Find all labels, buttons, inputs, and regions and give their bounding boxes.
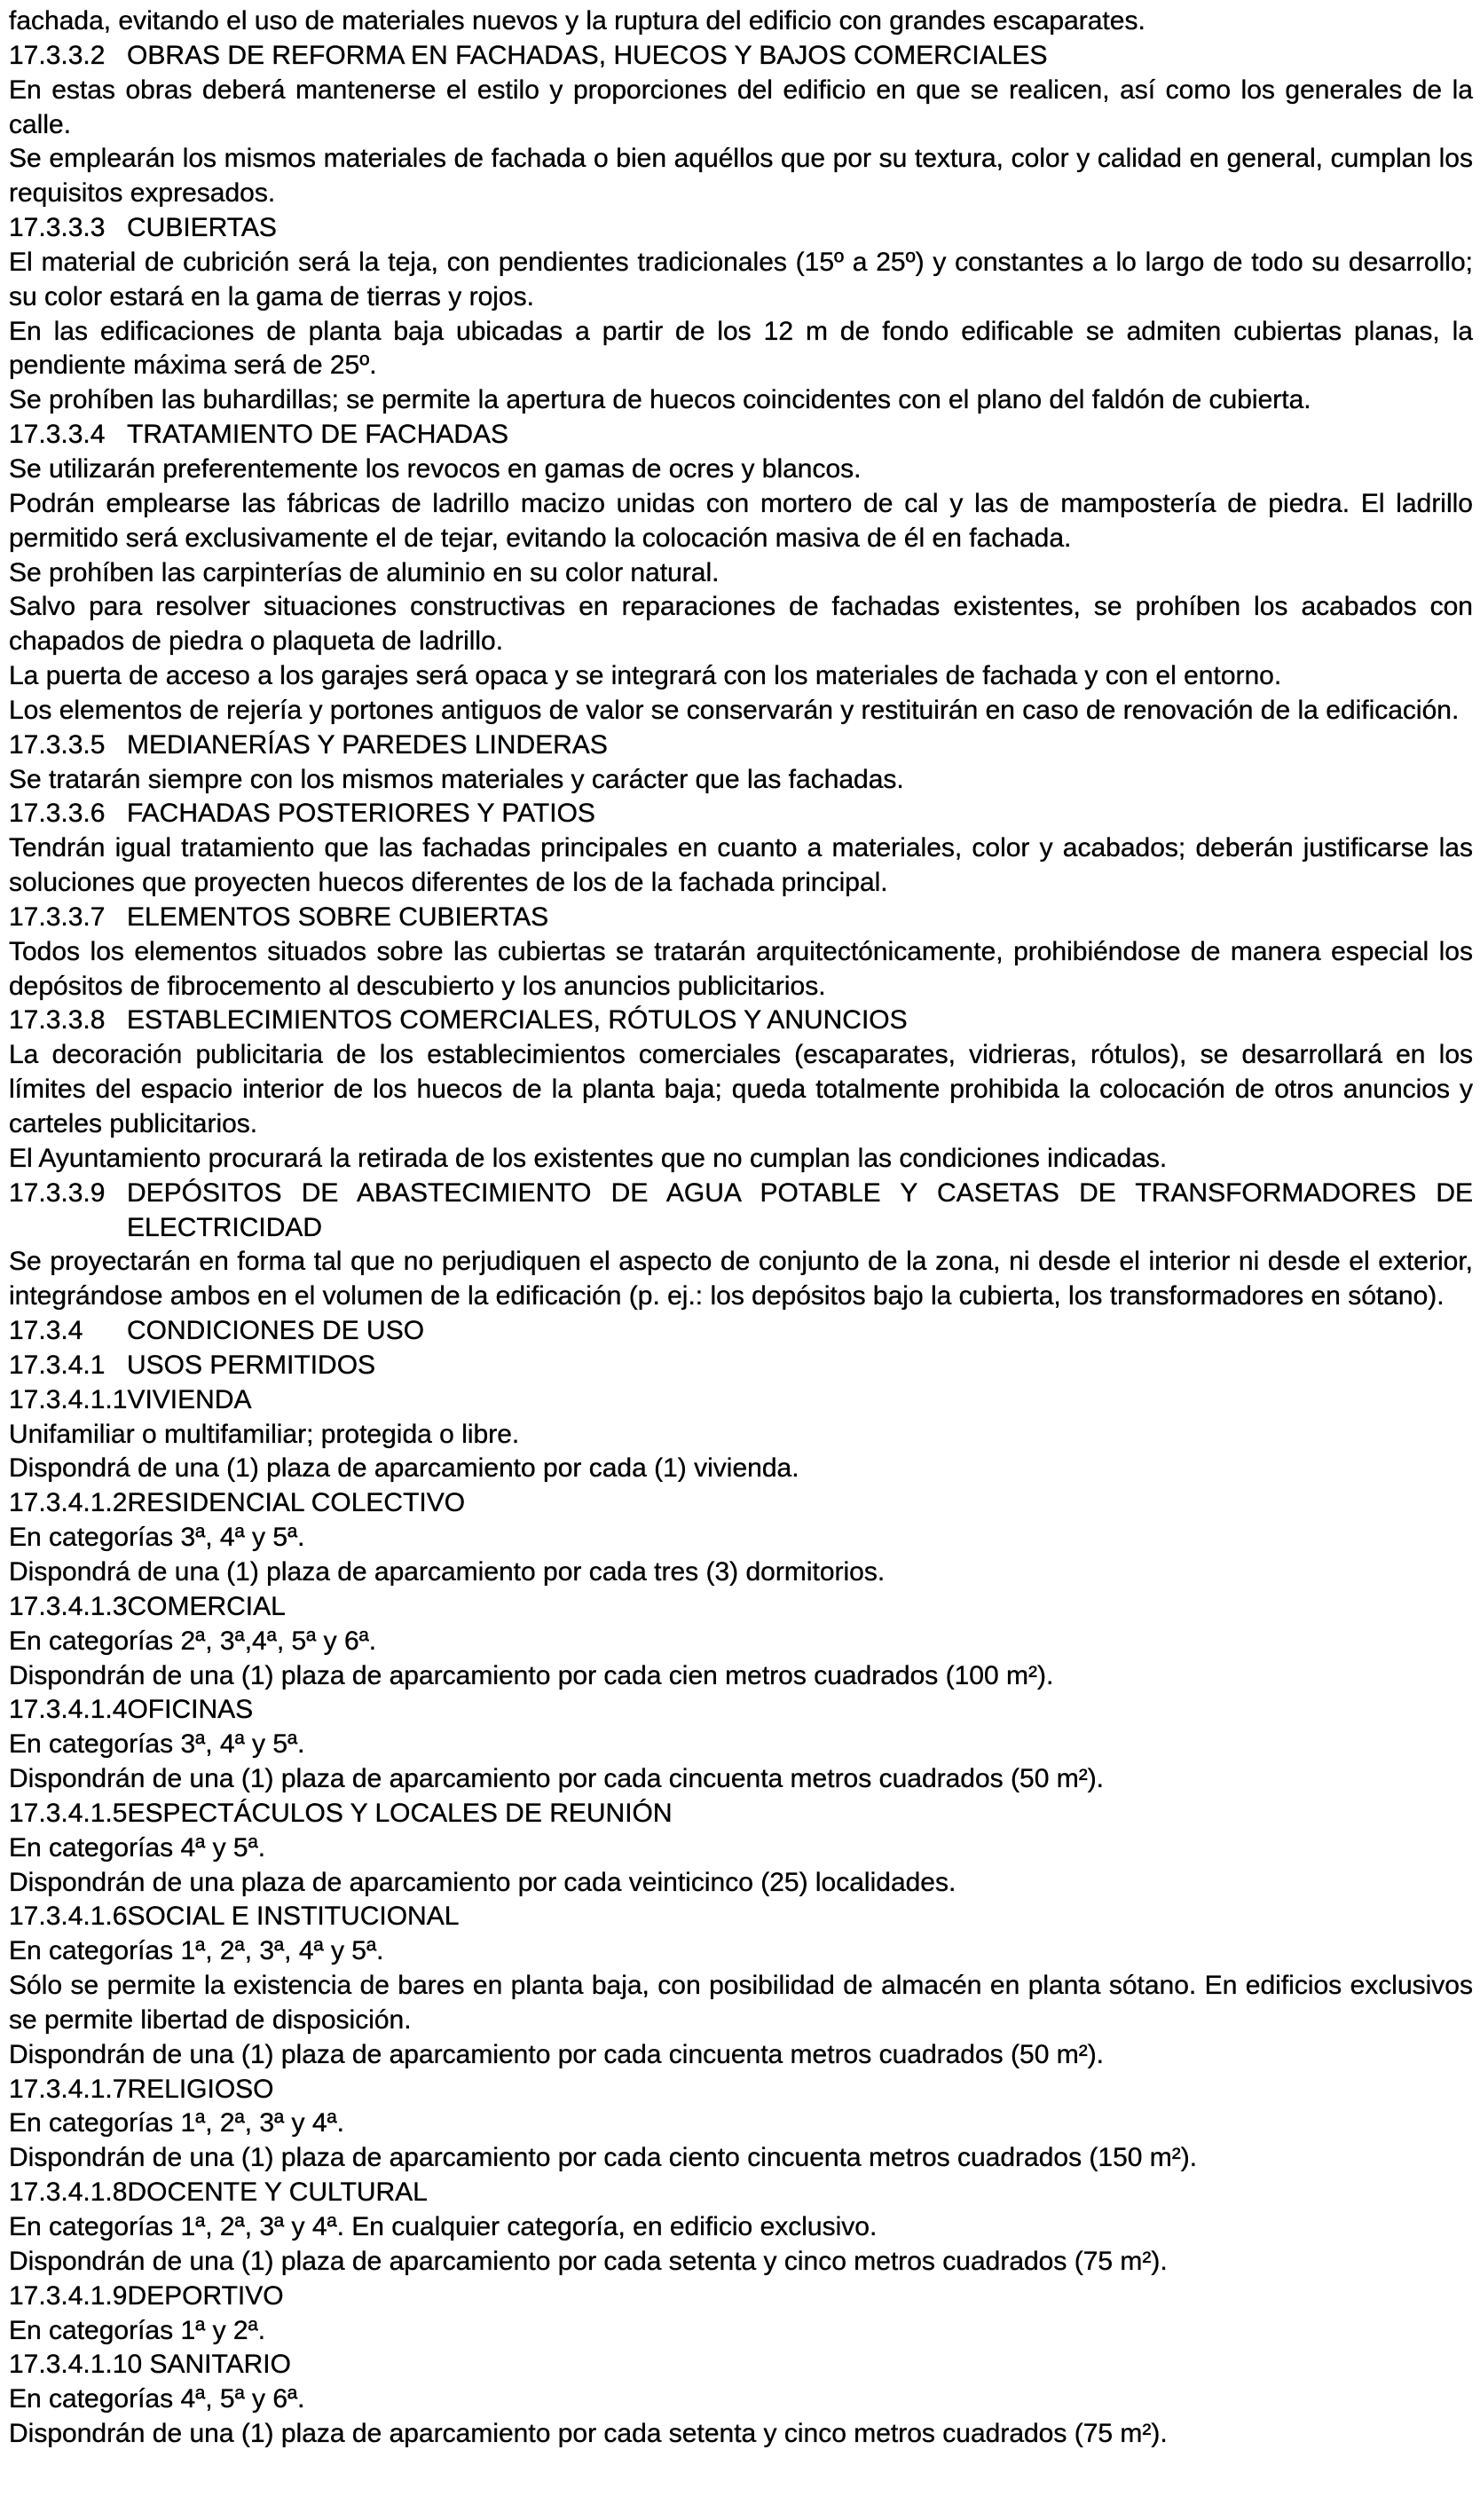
section-number: 17.3.4.1.6 bbox=[9, 1902, 128, 1932]
section-heading bbox=[9, 2176, 1473, 2210]
paragraph: El Ayuntamiento procurará la retirada de los existentes que no cumplan las condiciones indicadas. bbox=[9, 1143, 1168, 1173]
section-title: ESTABLECIMIENTOS COMERCIALES, RÓTULOS Y ANUNCIOS bbox=[127, 1005, 908, 1036]
section-title: CUBIERTAS bbox=[127, 213, 277, 243]
section-title: ELEMENTOS SOBRE CUBIERTAS bbox=[127, 902, 549, 932]
paragraph: Sólo se permite la existencia de bares en planta baja, con posibilidad de almacén en planta sótano. En edificios exclusivos se permite libertad de disposición. bbox=[9, 1971, 1473, 2035]
section-heading bbox=[9, 1383, 1473, 1418]
paragraph: Dispondrán de una plaza de aparcamiento por cada veinticinco (25) localidades. bbox=[9, 1867, 956, 1897]
section-title: DEPÓSITOS DE ABASTECIMIENTO DE AGUA POTABLE Y CASETAS DE TRANSFORMADORES DE ELECTRICIDAD bbox=[127, 1177, 1473, 1242]
section-number: 17.3.3.5 bbox=[9, 729, 106, 760]
paragraph: En categorías 1ª, 2ª, 3ª y 4ª. En cualquier categoría, en edificio exclusivo. bbox=[9, 2212, 878, 2241]
section-number: 17.3.4.1.10 bbox=[9, 2350, 143, 2380]
section-title: SOCIAL E INSTITUCIONAL bbox=[127, 1902, 460, 1932]
section-heading bbox=[9, 728, 1473, 763]
section-title: RESIDENCIAL COLECTIVO bbox=[127, 1488, 466, 1518]
section-number: 17.3.4 bbox=[9, 1316, 83, 1346]
section-heading bbox=[9, 418, 1473, 453]
paragraph: Se utilizarán preferentemente los revocos en gamas de ocres y blancos. bbox=[9, 453, 862, 484]
section-heading bbox=[9, 1314, 1473, 1349]
section-heading bbox=[9, 1590, 1473, 1625]
section-title: VIVIENDA bbox=[127, 1384, 252, 1414]
section-heading bbox=[9, 2280, 1473, 2314]
section-number: 17.3.3.2 bbox=[9, 40, 106, 70]
section-heading bbox=[9, 39, 1473, 74]
section-heading bbox=[9, 1486, 1473, 1521]
paragraph: Dispondrán de una (1) plaza de aparcamiento por cada cincuenta metros cuadrados (50 m²). bbox=[9, 2039, 1105, 2069]
paragraph: Dispondrá de una (1) plaza de aparcamiento por cada tres (3) dormitorios. bbox=[9, 1556, 886, 1587]
section-title: OBRAS DE REFORMA EN FACHADAS, HUECOS Y BAJOS COMERCIALES bbox=[127, 40, 1048, 70]
paragraph: Dispondrán de una (1) plaza de aparcamiento por cada setenta y cinco metros cuadrados (75 m²). bbox=[9, 2246, 1168, 2276]
paragraph: Unifamiliar o multifamiliar; protegida o libre. bbox=[9, 1419, 520, 1449]
paragraph: En categorías 2ª, 3ª,4ª, 5ª y 6ª. bbox=[9, 1626, 377, 1656]
section-title: DOCENTE Y CULTURAL bbox=[127, 2177, 428, 2208]
section-heading bbox=[9, 1900, 1473, 1934]
paragraph: Podrán emplearse las fábricas de ladrillo macizo unidas con mortero de cal y las de mampostería de piedra. El ladrillo permitido será exclusivamente el de tejar, evitando la colocación masiva de él en fachada. bbox=[9, 488, 1473, 553]
paragraph: La puerta de acceso a los garajes será opaca y se integrará con los materiales de fachada y con el entorno. bbox=[9, 661, 1282, 691]
paragraph: Dispondrán de una (1) plaza de aparcamiento por cada setenta y cinco metros cuadrados (75 m²). bbox=[9, 2419, 1168, 2449]
paragraph: fachada, evitando el uso de materiales nuevos y la ruptura del edificio con grandes escaparates. bbox=[9, 6, 1145, 35]
section-heading bbox=[9, 1177, 1473, 1246]
paragraph: Salvo para resolver situaciones constructivas en reparaciones de fachadas existentes, se prohíben los acabados con chapados de piedra o plaqueta de ladrillo. bbox=[9, 592, 1473, 657]
section-title: ESPECTÁCULOS Y LOCALES DE REUNIÓN bbox=[127, 1798, 673, 1828]
section-number: 17.3.3.4 bbox=[9, 420, 106, 450]
section-heading bbox=[9, 2073, 1473, 2107]
paragraph: Dispondrá de una (1) plaza de aparcamiento por cada (1) vivienda. bbox=[9, 1453, 799, 1484]
section-heading bbox=[9, 797, 1473, 831]
paragraph: En categorías 3ª, 4ª y 5ª. bbox=[9, 1729, 305, 1760]
paragraph: Todos los elementos situados sobre las cubiertas se tratarán arquitectónicamente, prohibiéndose de manera especial los depósitos de fibrocemento al descubierto y los anuncios publicitarios. bbox=[9, 936, 1473, 1001]
section-heading bbox=[9, 1004, 1473, 1038]
paragraph: En las edificaciones de planta baja ubicadas a partir de los 12 m de fondo edificable se admiten cubiertas planas, la pendiente máxima será de 25º. bbox=[9, 316, 1473, 381]
paragraph: En estas obras deberá mantenerse el estilo y proporciones del edificio en que se realicen, así como los generales de la calle. bbox=[9, 75, 1473, 139]
section-number: 17.3.3.8 bbox=[9, 1005, 106, 1036]
paragraph: En categorías 1ª y 2ª. bbox=[9, 2315, 266, 2345]
document-text bbox=[9, 4, 1473, 2452]
section-number: 17.3.4.1.5 bbox=[9, 1798, 128, 1828]
section-heading bbox=[9, 1349, 1473, 1383]
paragraph: Los elementos de rejería y portones antiguos de valor se conservarán y restituirán en caso de renovación de la edificación. bbox=[9, 695, 1460, 725]
paragraph: El material de cubrición será la teja, con pendientes tradicionales (15º a 25º) y constantes a lo largo de todo su desarrollo; su color estará en la gama de tierras y rojos. bbox=[9, 247, 1473, 311]
section-number: 17.3.4.1.9 bbox=[9, 2280, 128, 2311]
section-title: RELIGIOSO bbox=[127, 2074, 274, 2104]
paragraph: En categorías 4ª y 5ª. bbox=[9, 1832, 266, 1862]
paragraph: En categorías 3ª, 4ª y 5ª. bbox=[9, 1523, 305, 1553]
section-heading bbox=[9, 211, 1473, 246]
section-number: 17.3.4.1.7 bbox=[9, 2074, 128, 2104]
section-title: OFICINAS bbox=[127, 1695, 254, 1725]
section-number: 17.3.3.6 bbox=[9, 799, 106, 829]
section-title: SANITARIO bbox=[142, 2350, 291, 2380]
section-title: MEDIANERÍAS Y PAREDES LINDERAS bbox=[127, 729, 608, 760]
paragraph: Se prohíben las buhardillas; se permite la apertura de huecos coincidentes con el plano del faldón de cubierta. bbox=[9, 385, 1311, 415]
paragraph: En categorías 1ª, 2ª, 3ª, 4ª y 5ª. bbox=[9, 1936, 384, 1966]
paragraph: Se tratarán siempre con los mismos materiales y carácter que las fachadas. bbox=[9, 764, 904, 794]
paragraph: Se proyectarán en forma tal que no perjudiquen el aspecto de conjunto de la zona, ni desde el interior ni desde el exterior, integrándose ambos en el volumen de la edificación (p. ej.: los depósitos bajo la cubierta, los transformadores en sótano). bbox=[9, 1247, 1473, 1311]
section-title: FACHADAS POSTERIORES Y PATIOS bbox=[127, 799, 595, 829]
section-number: 17.3.4.1 bbox=[9, 1350, 106, 1380]
paragraph: En categorías 4ª, 5ª y 6ª. bbox=[9, 2384, 305, 2414]
paragraph: En categorías 1ª, 2ª, 3ª y 4ª. bbox=[9, 2108, 344, 2138]
section-number: 17.3.3.7 bbox=[9, 902, 106, 932]
paragraph: Se emplearán los mismos materiales de fachada o bien aquéllos que por su textura, color y calidad en general, cumplan los requisitos expresados. bbox=[9, 144, 1473, 209]
section-heading bbox=[9, 1693, 1473, 1728]
section-title: DEPORTIVO bbox=[127, 2280, 284, 2311]
paragraph: Dispondrán de una (1) plaza de aparcamiento por cada cincuenta metros cuadrados (50 m²). bbox=[9, 1764, 1105, 1794]
paragraph: Se prohíben las carpinterías de aluminio en su color natural. bbox=[9, 557, 720, 587]
section-number: 17.3.4.1.2 bbox=[9, 1488, 128, 1518]
section-number: 17.3.4.1.1 bbox=[9, 1384, 128, 1414]
paragraph: La decoración publicitaria de los establecimientos comerciales (escaparates, vidrieras, rótulos), se desarrollará en los límites del espacio interior de los huecos de la planta baja; queda totalmente prohibida la colocación de otros anuncios y carteles publicitarios. bbox=[9, 1040, 1473, 1138]
section-number: 17.3.4.1.4 bbox=[9, 1695, 128, 1725]
section-title: TRATAMIENTO DE FACHADAS bbox=[127, 420, 509, 450]
section-title: COMERCIAL bbox=[127, 1591, 286, 1621]
section-heading bbox=[9, 901, 1473, 935]
paragraph: Dispondrán de una (1) plaza de aparcamiento por cada ciento cincuenta metros cuadrados (150 m²). bbox=[9, 2143, 1198, 2173]
section-title: CONDICIONES DE USO bbox=[127, 1316, 425, 1346]
section-number: 17.3.3.3 bbox=[9, 213, 106, 243]
section-number: 17.3.4.1.3 bbox=[9, 1591, 128, 1621]
paragraph: Tendrán igual tratamiento que las fachadas principales en cuanto a materiales, color y acabados; deberán justificarse las soluciones que proyecten huecos diferentes de los de la fachada principal. bbox=[9, 833, 1473, 898]
paragraph: Dispondrán de una (1) plaza de aparcamiento por cada cien metros cuadrados (100 m²). bbox=[9, 1660, 1054, 1690]
section-heading bbox=[9, 2348, 1473, 2382]
section-title: USOS PERMITIDOS bbox=[127, 1350, 376, 1380]
section-number: 17.3.4.1.8 bbox=[9, 2177, 128, 2208]
section-number: 17.3.3.9 bbox=[9, 1177, 106, 1208]
section-heading bbox=[9, 1797, 1473, 1831]
